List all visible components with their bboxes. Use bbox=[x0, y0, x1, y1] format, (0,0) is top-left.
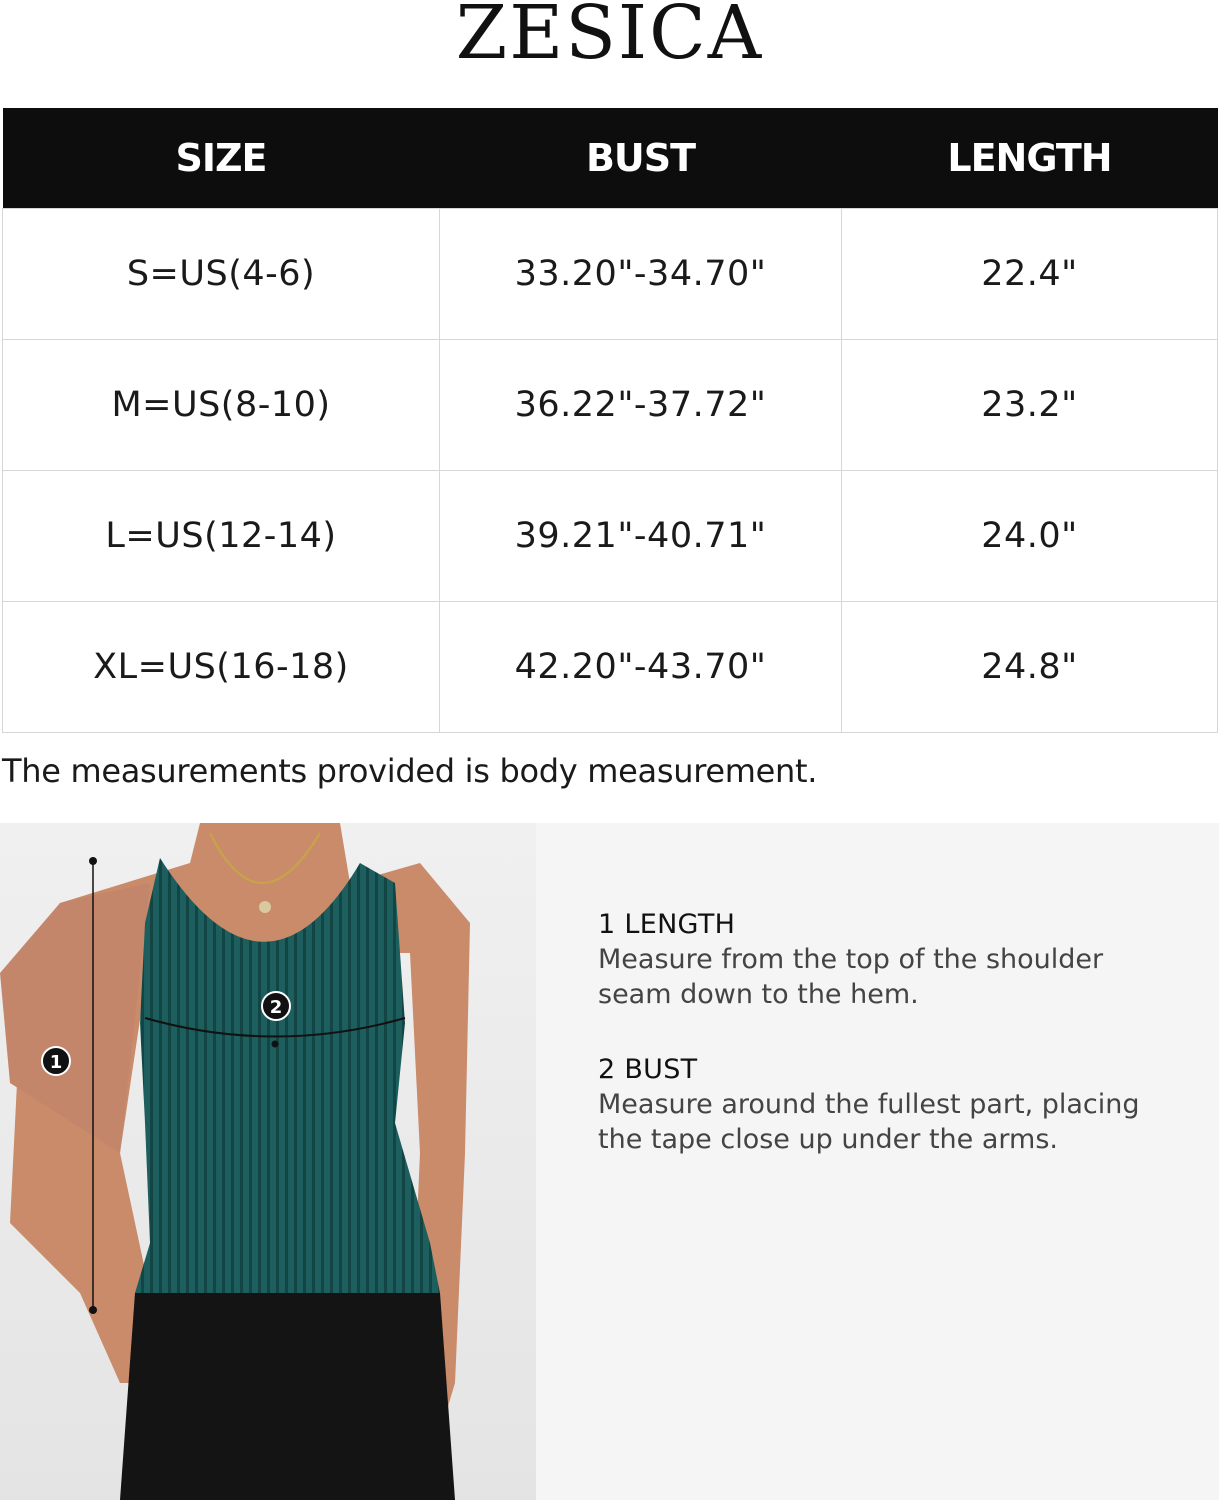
bust-guide-desc: Measure around the fullest part, placing bbox=[598, 1089, 1140, 1120]
length-cell: 24.8" bbox=[842, 602, 1218, 733]
length-guide bbox=[598, 907, 1103, 1012]
length-guide-desc: Measure from the top of the shoulder bbox=[598, 944, 1104, 975]
bust-guide-desc-cont: the tape close up under the arms. bbox=[598, 1124, 1058, 1155]
header-length: LENGTH bbox=[842, 108, 1218, 209]
length-cell: 22.4" bbox=[842, 209, 1218, 340]
table-row bbox=[3, 602, 1218, 733]
size-cell: M=US(8-10) bbox=[3, 340, 440, 471]
length-cell: 24.0" bbox=[842, 471, 1218, 602]
table-row bbox=[3, 471, 1218, 602]
brand-logo: ZESICA bbox=[455, 0, 764, 76]
bust-guide bbox=[598, 1052, 1140, 1157]
size-chart-table bbox=[2, 108, 1218, 733]
length-cell: 23.2" bbox=[842, 340, 1218, 471]
measurement-guide-panel bbox=[536, 823, 1219, 1500]
length-guide-desc-cont: seam down to the hem. bbox=[598, 979, 919, 1010]
header-size: SIZE bbox=[3, 108, 440, 209]
bust-cell: 36.22"-37.72" bbox=[440, 340, 842, 471]
bust-cell: 42.20"-43.70" bbox=[440, 602, 842, 733]
bust-guide-title: 2 BUST bbox=[598, 1054, 698, 1085]
size-cell: L=US(12-14) bbox=[3, 471, 440, 602]
table-header-row bbox=[3, 108, 1218, 209]
size-cell: XL=US(16-18) bbox=[3, 602, 440, 733]
model-illustration bbox=[0, 823, 536, 1500]
length-marker: 1 bbox=[41, 1046, 71, 1076]
header-bust: BUST bbox=[440, 108, 842, 209]
table-row bbox=[3, 340, 1218, 471]
bust-cell: 39.21"-40.71" bbox=[440, 471, 842, 602]
model-photo bbox=[0, 823, 536, 1500]
table-row bbox=[3, 209, 1218, 340]
bust-cell: 33.20"-34.70" bbox=[440, 209, 842, 340]
bust-marker: 2 bbox=[261, 991, 291, 1021]
length-guide-title: 1 LENGTH bbox=[598, 909, 736, 940]
size-cell: S=US(4-6) bbox=[3, 209, 440, 340]
measurement-note: The measurements provided is body measurement. bbox=[2, 752, 818, 790]
